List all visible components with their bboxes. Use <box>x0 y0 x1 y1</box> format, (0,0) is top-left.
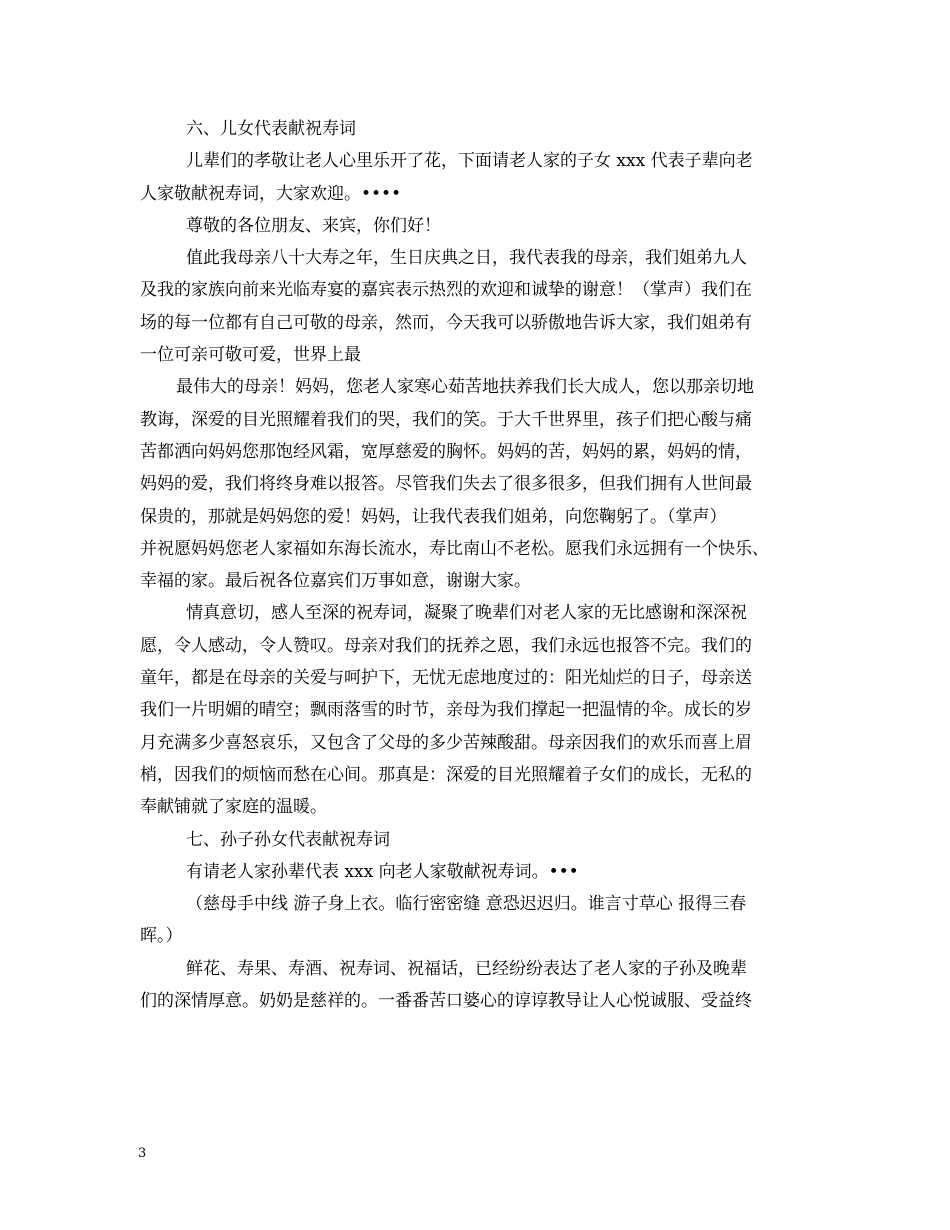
text-line: 六、儿女代表献祝寿词 <box>186 119 356 139</box>
text-line: 我们一片明媚的晴空；飘雨落雪的时节，亲母为我们撑起一把温情的伞。成长的岁 <box>140 700 752 721</box>
text-line: 奉献铺就了家庭的温暖。 <box>140 797 327 818</box>
body-text <box>140 113 830 1017</box>
text-line: 晖。） <box>140 926 183 947</box>
text-line: 并祝愿妈妈您老人家福如东海长流水，寿比南山不老松。愿我们永远拥有一个快乐、 <box>140 538 769 559</box>
text-line: 值此我母亲八十大寿之年，生日庆典之日，我代表我的母亲，我们姐弟九人 <box>186 248 747 269</box>
text-line: 月充满多少喜怒哀乐，又包含了父母的多少苦辣酸甜。母亲因我们的欢乐而喜上眉 <box>140 732 752 753</box>
text-line: 愿，令人感动，令人赞叹。母亲对我们的抚养之恩，我们永远也报答不完。我们的 <box>140 635 752 656</box>
text-line: 场的每一位都有自己可敬的母亲，然而，今天我可以骄傲地告诉大家，我们姐弟有 <box>140 312 752 333</box>
text-line: 苦都洒向妈妈您那饱经风霜，宽厚慈爱的胸怀。妈妈的苦，妈妈的累，妈妈的情， <box>140 441 752 462</box>
text-line: 妈妈的爱，我们将终身难以报答。尽管我们失去了很多很多，但我们拥有人世间最 <box>140 474 752 495</box>
text-line: （慈母手中线 游子身上衣。临行密密缝 意恐迟迟归。谁言寸草心 报得三春 <box>186 894 747 915</box>
text-line: 教诲，深爱的目光照耀着我们的哭，我们的笑。于大千世界里，孩子们把心酸与痛 <box>140 409 752 430</box>
page-number: 3 <box>138 1146 147 1161</box>
text-line: 梢，因我们的烦恼而愁在心间。那真是：深爱的目光照耀着子女们的成长，无私的 <box>140 764 752 785</box>
text-line: 人家敬献祝寿词，大家欢迎。•••• <box>140 183 402 204</box>
text-line: 童年，都是在母亲的关爱与呵护下，无忧无虑地度过的：阳光灿烂的日子，母亲送 <box>140 668 752 689</box>
text-line: 有请老人家孙辈代表 xxx 向老人家敬献祝寿词。••• <box>186 861 579 882</box>
text-line: 儿辈们的孝敬让老人心里乐开了花，下面请老人家的子女 xxx 代表子辈向老 <box>186 151 753 172</box>
text-line: 幸福的家。最后祝各位嘉宾们万事如意，谢谢大家。 <box>140 571 531 592</box>
text-line: 一位可亲可敬可爱，世界上最 <box>140 345 361 366</box>
text-line: 及我的家族向前来光临寿宴的嘉宾表示热烈的欢迎和诚挚的谢意！（掌声）我们在 <box>140 280 752 301</box>
text-line: 尊敬的各位朋友、来宾，你们好！ <box>186 215 441 236</box>
text-line: 保贵的，那就是妈妈您的爱！妈妈，让我代表我们姐弟，向您鞠躬了。（掌声） <box>140 506 727 527</box>
text-line: 们的深情厚意。奶奶是慈祥的。一番番苦口婆心的谆谆教导让人心悦诚服、受益终 <box>140 991 752 1012</box>
text-line: 七、孙子孙女代表献祝寿词 <box>186 829 390 850</box>
text-line: 情真意切，感人至深的祝寿词，凝聚了晚辈们对老人家的无比感谢和深深祝 <box>186 603 747 624</box>
text-line: 最伟大的母亲！妈妈，您老人家寒心茹苦地扶养我们长大成人，您以那亲切地 <box>176 377 754 398</box>
text-line: 鲜花、寿果、寿酒、祝寿词、祝福话，已经纷纷表达了老人家的子孙及晚辈 <box>186 958 747 979</box>
